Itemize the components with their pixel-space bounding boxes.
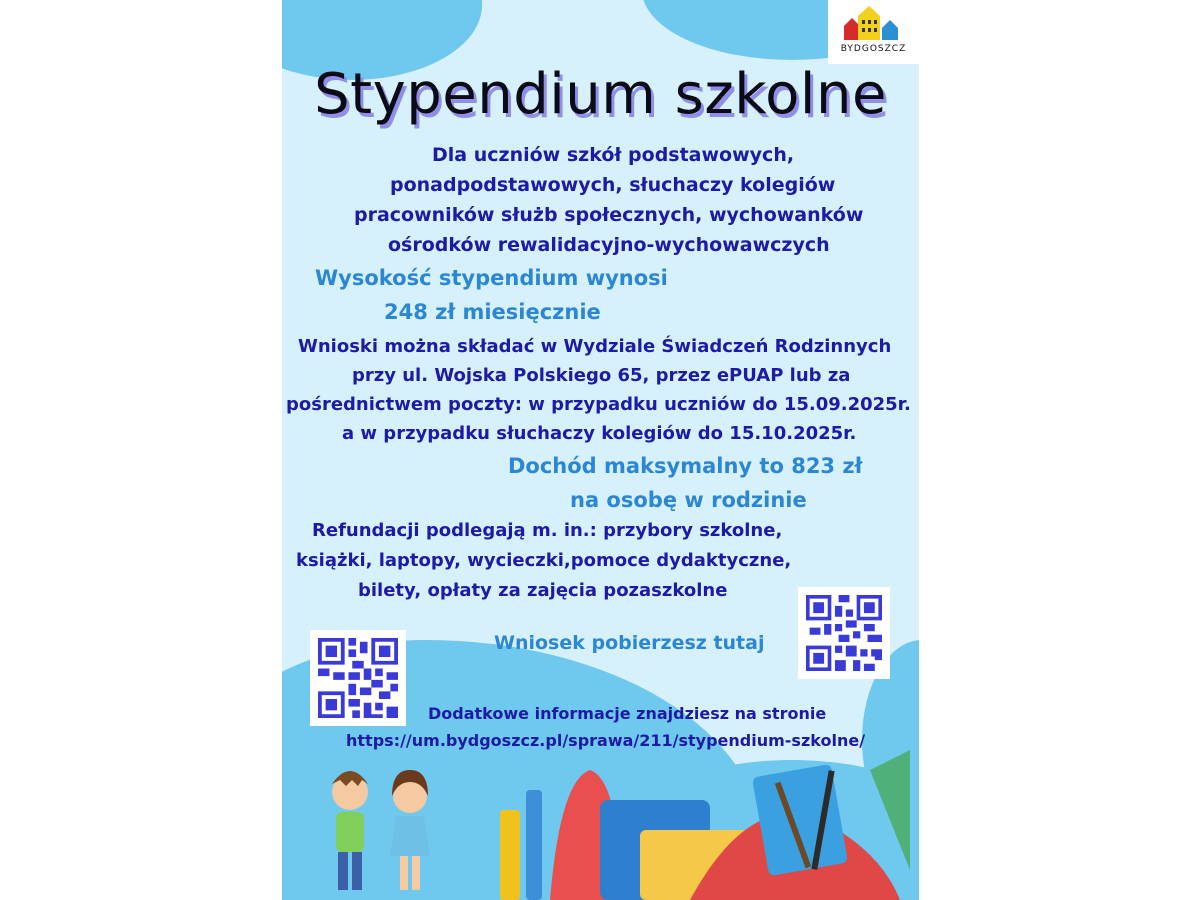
qr-code-icon [318, 638, 398, 718]
page-title: Stypendium szkolne [314, 62, 887, 127]
refunds-line: książki, laptopy, wycieczki,pomoce dydaktyczne, [296, 550, 792, 571]
school-supplies-illustration [490, 750, 919, 900]
applications-line: pośrednictwem poczty: w przypadku uczniów do 15.09.2025r. [286, 394, 911, 415]
more-info-text: Dodatkowe informacje znajdziesz na stronie [428, 704, 827, 723]
houses-icon [828, 0, 919, 44]
applications-line: Wnioski można składać w Wydziale Świadczeń Rodzinnych [298, 336, 892, 357]
download-label: Wniosek pobierzesz tutaj [494, 632, 765, 654]
qr-code-icon [806, 595, 882, 671]
info-url-link[interactable]: https://um.bydgoszcz.pl/sprawa/211/stypendium-szkolne/ [346, 731, 866, 750]
qr-code-right[interactable] [798, 587, 890, 679]
income-line: na osobę w rodzinie [570, 488, 807, 512]
intro-line: pracowników służb społecznych, wychowanków [354, 204, 864, 226]
qr-code-left[interactable] [310, 630, 406, 726]
children-illustration [310, 760, 450, 895]
refunds-line: bilety, opłaty za zajęcia pozaszkolne [358, 580, 728, 601]
intro-line: ponadpodstawowych, słuchaczy kolegiów [390, 174, 836, 196]
intro-line: ośrodków rewalidacyjno-wychowawczych [388, 234, 830, 256]
amount-line: Wysokość stypendium wynosi [315, 266, 668, 290]
applications-line: przy ul. Wojska Polskiego 65, przez ePUAP lub za [352, 365, 851, 386]
refunds-line: Refundacji podlegają m. in.: przybory szkolne, [312, 520, 783, 541]
applications-line: a w przypadku słuchaczy kolegiów do 15.10.2025r. [342, 423, 857, 444]
amount-value: 248 zł miesięcznie [384, 300, 601, 324]
intro-line: Dla uczniów szkół podstawowych, [432, 144, 795, 166]
city-logo [828, 0, 919, 64]
poster [282, 0, 919, 900]
income-line: Dochód maksymalny to 823 zł [508, 454, 863, 478]
logo-text: BYDGOSZCZ [840, 44, 907, 54]
